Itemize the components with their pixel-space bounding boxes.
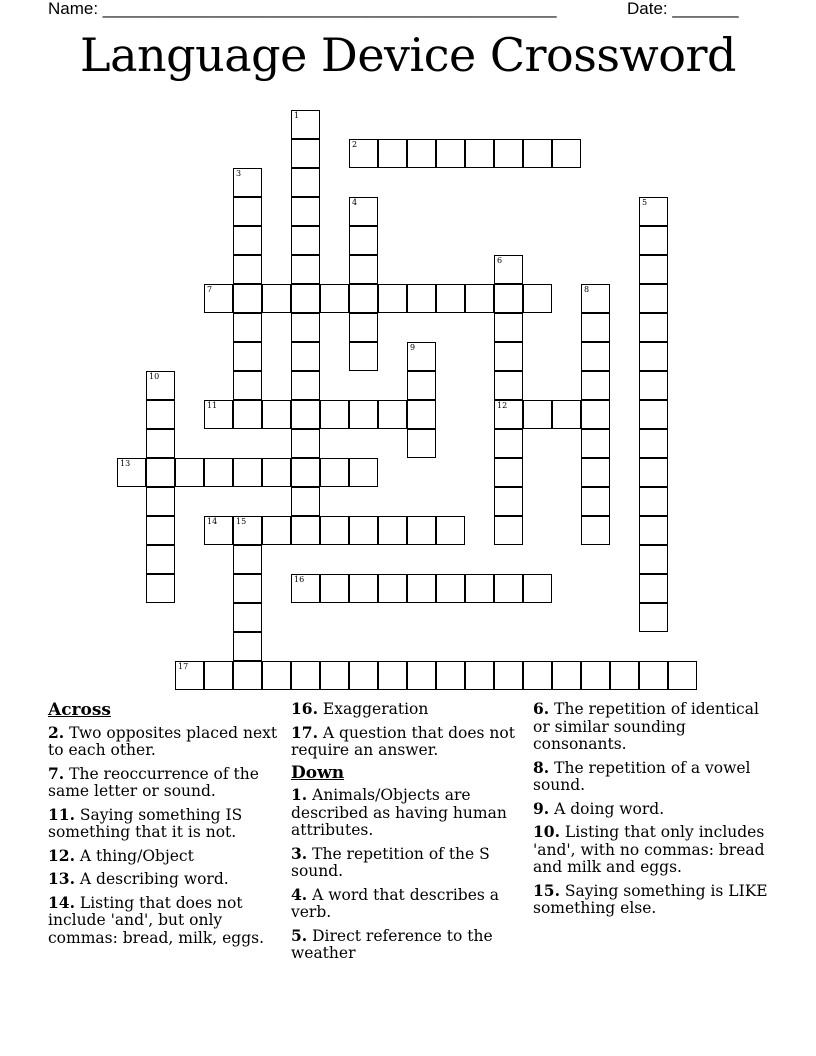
crossword-cell[interactable] [436,574,465,603]
crossword-cell[interactable] [494,342,523,371]
crossword-cell[interactable] [407,574,436,603]
crossword-cell[interactable] [407,400,436,429]
cell-number: 13 [120,459,131,468]
crossword-cell[interactable] [581,284,610,313]
crossword-cell[interactable] [639,255,668,284]
crossword-cell[interactable] [233,400,262,429]
crossword-cell[interactable] [262,400,291,429]
clue-across-2: 2. Two opposites placed next to each other. [48,722,278,759]
crossword-cell[interactable] [233,255,262,284]
crossword-cell[interactable] [581,458,610,487]
crossword-cell[interactable] [639,516,668,545]
crossword-cell[interactable] [494,313,523,342]
crossword-cell[interactable] [349,313,378,342]
crossword-cell[interactable] [407,284,436,313]
crossword-cell[interactable] [291,371,320,400]
crossword-cell[interactable] [233,226,262,255]
crossword-cell[interactable] [494,487,523,516]
clue-down-1: 1. Animals/Objects are described as having human attributes. [291,785,507,839]
cell-number: 16 [294,575,305,584]
crossword-cell[interactable] [320,661,349,690]
crossword-cell[interactable] [146,516,175,545]
crossword-cell[interactable] [639,226,668,255]
crossword-cell[interactable] [465,139,494,168]
cell-number: 4 [352,198,358,207]
crossword-cell[interactable] [175,661,204,690]
crossword-cell[interactable] [639,342,668,371]
crossword-cell[interactable] [465,284,494,313]
crossword-cell[interactable] [262,284,291,313]
crossword-cell[interactable] [291,342,320,371]
clue-across-16: 16. Exaggeration [291,699,429,718]
crossword-cell[interactable] [494,661,523,690]
crossword-cell[interactable] [494,255,523,284]
crossword-cell[interactable] [494,400,523,429]
crossword-cell[interactable] [233,197,262,226]
crossword-cell[interactable] [349,255,378,284]
cell-number: 2 [352,140,358,149]
clues-column-3 [533,700,773,923]
crossword-cell[interactable] [291,168,320,197]
crossword-cell[interactable] [494,458,523,487]
crossword-cell[interactable] [233,661,262,690]
crossword-cell[interactable] [349,574,378,603]
crossword-cell[interactable] [465,574,494,603]
crossword-cell[interactable] [639,661,668,690]
page-title: Language Device Crossword [80,28,736,82]
crossword-cell[interactable] [233,371,262,400]
cell-number: 17 [178,662,189,671]
crossword-cell[interactable] [233,342,262,371]
crossword-cell[interactable] [639,197,668,226]
crossword-cell[interactable] [552,400,581,429]
crossword-cell[interactable] [639,313,668,342]
crossword-cell[interactable] [291,197,320,226]
crossword-cell[interactable] [146,574,175,603]
crossword-cell[interactable] [407,139,436,168]
crossword-cell[interactable] [581,516,610,545]
crossword-cell[interactable] [494,574,523,603]
crossword-cell[interactable] [639,400,668,429]
cell-number: 6 [497,256,503,265]
crossword-cell[interactable] [233,516,262,545]
crossword-cell[interactable] [436,661,465,690]
crossword-cell[interactable] [465,661,494,690]
clue-across-11: 11. Saying something IS something that it is not. [48,804,243,841]
crossword-cell[interactable] [407,371,436,400]
cell-number: 10 [149,372,160,381]
crossword-cell[interactable] [581,313,610,342]
date-field-label: Date: _______ [627,0,739,18]
crossword-cell[interactable] [291,226,320,255]
crossword-cell[interactable] [349,661,378,690]
crossword-cell[interactable] [204,284,233,313]
crossword-cell[interactable] [233,603,262,632]
crossword-cell[interactable] [291,487,320,516]
crossword-cell[interactable] [233,313,262,342]
crossword-cell[interactable] [204,661,233,690]
crossword-cell[interactable] [581,342,610,371]
crossword-cell[interactable] [494,429,523,458]
clue-down-5: 5. Direct reference to the weather [291,925,493,962]
cell-number: 1 [294,111,300,120]
crossword-cell[interactable] [581,371,610,400]
crossword-cell[interactable] [407,342,436,371]
crossword-cell[interactable] [291,139,320,168]
crossword-cell[interactable] [233,168,262,197]
crossword-cell[interactable] [494,284,523,313]
clues-column-2 [291,700,523,968]
crossword-cell[interactable] [146,458,175,487]
crossword-cell[interactable] [552,661,581,690]
clue-down-6: 6. The repetition of identical or similar sounding consonants. [533,699,759,753]
crossword-cell[interactable] [291,313,320,342]
crossword-cell[interactable] [146,400,175,429]
crossword-cell[interactable] [639,458,668,487]
crossword-cell[interactable] [291,255,320,284]
crossword-cell[interactable] [146,487,175,516]
crossword-cell[interactable] [204,458,233,487]
clue-across-13: 13. A describing word. [48,869,229,888]
crossword-cell[interactable] [349,226,378,255]
crossword-cell[interactable] [291,110,320,139]
crossword-cell[interactable] [349,197,378,226]
crossword-cell[interactable] [378,516,407,545]
crossword-cell[interactable] [349,516,378,545]
crossword-cell[interactable] [291,429,320,458]
clue-across-14: 14. Listing that does not include 'and', but only commas: bread, milk, eggs. [48,892,265,947]
crossword-cell[interactable] [175,458,204,487]
crossword-cell[interactable] [291,458,320,487]
crossword-cell[interactable] [291,284,320,313]
crossword-cell[interactable] [378,574,407,603]
cell-number: 5 [642,198,648,207]
crossword-cell[interactable] [639,371,668,400]
crossword-cell[interactable] [291,661,320,690]
crossword-cell[interactable] [233,284,262,313]
cell-number: 15 [236,517,247,526]
crossword-cell[interactable] [233,632,262,661]
cell-number: 9 [410,343,416,352]
cell-number: 8 [584,285,590,294]
crossword-cell[interactable] [320,516,349,545]
clue-down-15: 15. Saying something is LIKE something else. [533,880,768,917]
clue-down-4: 4. A word that describes a verb. [291,884,500,921]
crossword-cell[interactable] [407,516,436,545]
crossword-cell[interactable] [349,342,378,371]
crossword-cell[interactable] [639,284,668,313]
crossword-cell[interactable] [233,458,262,487]
across-heading: Across [48,700,111,720]
crossword-cell[interactable] [639,545,668,574]
crossword-cell[interactable] [639,574,668,603]
crossword-cell[interactable] [233,574,262,603]
crossword-cell[interactable] [639,603,668,632]
crossword-cell[interactable] [523,400,552,429]
crossword-cell[interactable] [407,661,436,690]
crossword-cell[interactable] [349,458,378,487]
cell-number: 7 [207,285,213,294]
crossword-cell[interactable] [523,661,552,690]
crossword-cell[interactable] [581,400,610,429]
crossword-cell[interactable] [117,458,146,487]
crossword-cell[interactable] [407,429,436,458]
crossword-cell[interactable] [262,458,291,487]
clue-across-7: 7. The reoccurrence of the same letter or sound. [48,763,259,800]
name-field-label: Name: ________________________________________________ [48,0,557,18]
crossword-cell[interactable] [291,516,320,545]
crossword-cell[interactable] [552,139,581,168]
crossword-cell[interactable] [262,516,291,545]
clue-down-8: 8. The repetition of a vowel sound. [533,757,751,794]
crossword-cell[interactable] [262,661,291,690]
crossword-cell[interactable] [523,139,552,168]
crossword-cell[interactable] [291,574,320,603]
crossword-cell[interactable] [581,661,610,690]
crossword-cell[interactable] [378,661,407,690]
crossword-cell[interactable] [639,429,668,458]
crossword-cell[interactable] [610,661,639,690]
crossword-cell[interactable] [494,139,523,168]
crossword-cell[interactable] [320,574,349,603]
crossword-cell[interactable] [436,139,465,168]
crossword-cell[interactable] [320,400,349,429]
clues-column-1 [48,700,280,952]
cell-number: 3 [236,169,242,178]
crossword-cell[interactable] [378,139,407,168]
clue-down-3: 3. The repetition of the S sound. [291,843,490,880]
crossword-cell[interactable] [581,429,610,458]
crossword-cell[interactable] [233,545,262,574]
crossword-cell[interactable] [378,284,407,313]
crossword-cell[interactable] [436,516,465,545]
crossword-cell[interactable] [320,458,349,487]
crossword-cell[interactable] [378,400,407,429]
crossword-cell[interactable] [436,284,465,313]
crossword-cell[interactable] [320,284,349,313]
clue-across-12: 12. A thing/Object [48,845,194,865]
crossword-cell[interactable] [204,400,233,429]
crossword-cell[interactable] [146,545,175,574]
crossword-cell[interactable] [349,284,378,313]
crossword-cell[interactable] [494,371,523,400]
down-heading: Down [291,762,345,783]
crossword-cell[interactable] [291,400,320,429]
crossword-cell[interactable] [349,139,378,168]
crossword-cell[interactable] [349,400,378,429]
cell-number: 11 [207,401,218,410]
clue-down-10: 10. Listing that only includes 'and', with no commas: bread and milk and eggs. [533,822,765,876]
clue-down-9: 9. A doing word. [533,798,665,818]
cell-number: 12 [497,401,508,410]
crossword-cell[interactable] [146,429,175,458]
crossword-cell[interactable] [668,661,697,690]
crossword-cell[interactable] [639,487,668,516]
clue-across-17: 17. A question that does not require an answer. [291,722,515,759]
crossword-cell[interactable] [581,487,610,516]
crossword-cell[interactable] [204,516,233,545]
crossword-cell[interactable] [523,284,552,313]
crossword-cell[interactable] [146,371,175,400]
cell-number: 14 [207,517,218,526]
crossword-cell[interactable] [494,516,523,545]
crossword-cell[interactable] [523,574,552,603]
